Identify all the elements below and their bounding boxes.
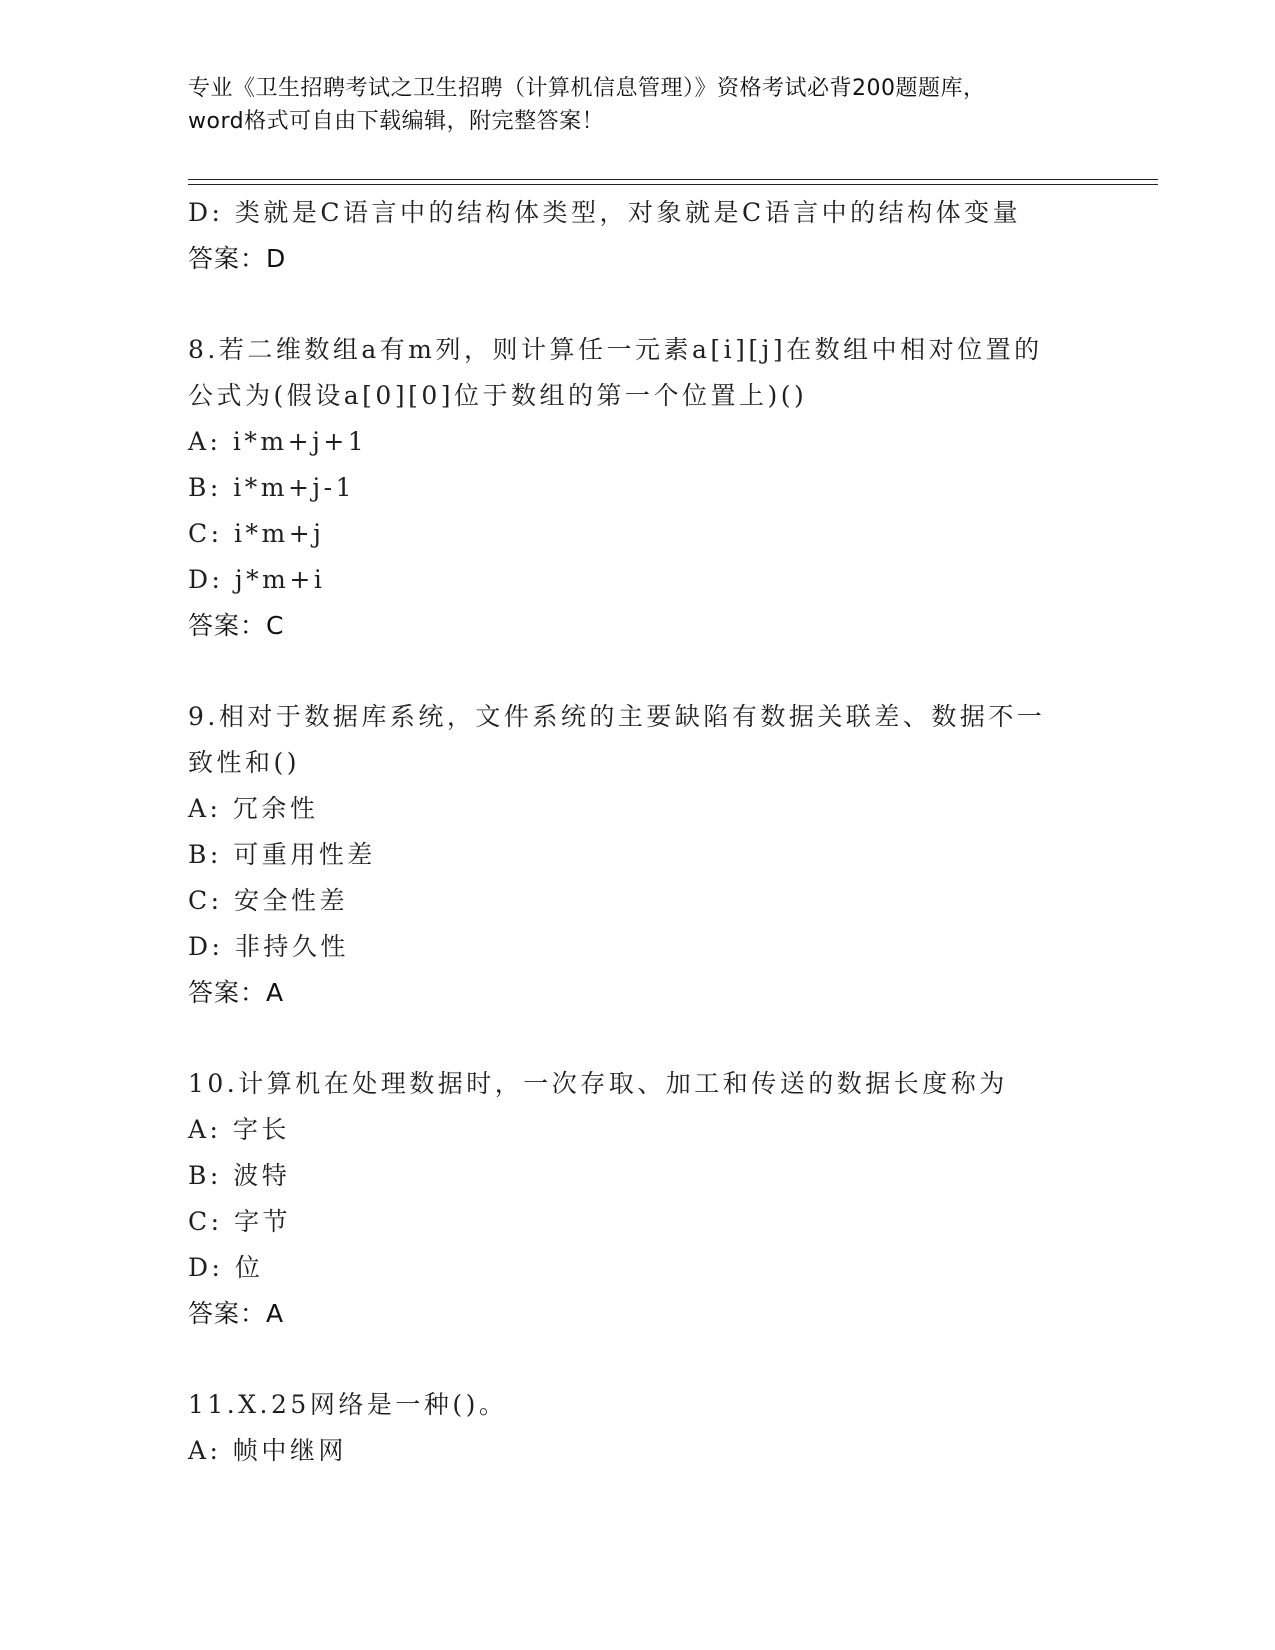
option-c: C: 安全性差 bbox=[188, 886, 348, 915]
option-a: A: 字长 bbox=[188, 1115, 290, 1144]
question-11 bbox=[188, 1382, 1108, 1474]
answer-label: 答案：A bbox=[188, 978, 285, 1007]
option-b: B: 可重用性差 bbox=[188, 840, 376, 869]
option-a: A: 帧中继网 bbox=[188, 1436, 347, 1465]
option-d: D: j*m+i bbox=[188, 565, 326, 594]
spacer bbox=[188, 1337, 1108, 1382]
question-list bbox=[188, 190, 1108, 1474]
header-title-line-1: 专业《卫生招聘考试之卫生招聘（计算机信息管理）》资格考试必背200题题库， bbox=[188, 76, 986, 101]
header-divider-top bbox=[188, 179, 1158, 180]
option-d: D: 非持久性 bbox=[188, 932, 349, 961]
spacer bbox=[188, 649, 1108, 694]
spacer bbox=[188, 282, 1108, 327]
option-d: D: 类就是C语言中的结构体类型，对象就是C语言中的结构体变量 bbox=[188, 198, 1022, 227]
option-b: B: 波特 bbox=[188, 1161, 291, 1190]
document-header bbox=[188, 72, 1088, 138]
header-divider-bottom bbox=[188, 184, 1158, 185]
question-10 bbox=[188, 1061, 1108, 1337]
question-text-line-1: 9.相对于数据库系统，文件系统的主要缺陷有数据关联差、数据不一 bbox=[188, 702, 1046, 731]
option-a: A: 冗余性 bbox=[188, 794, 319, 823]
question-text-line-2: 公式为(假设a[0][0]位于数组的第一个位置上)() bbox=[188, 381, 808, 410]
question-9 bbox=[188, 694, 1108, 1016]
answer-label: 答案：D bbox=[188, 244, 287, 273]
option-c: C: i*m+j bbox=[188, 519, 325, 548]
question-text-line-2: 致性和() bbox=[188, 748, 301, 777]
question-text-line-1: 10.计算机在处理数据时，一次存取、加工和传送的数据长度称为 bbox=[188, 1069, 1008, 1098]
question-7-tail bbox=[188, 190, 1108, 282]
option-d: D: 位 bbox=[188, 1253, 264, 1282]
option-a: A: i*m+j+1 bbox=[188, 427, 368, 456]
question-text-line-1: 8.若二维数组a有m列，则计算任一元素a[i][j]在数组中相对位置的 bbox=[188, 335, 1043, 364]
spacer bbox=[188, 1016, 1108, 1061]
option-c: C: 字节 bbox=[188, 1207, 291, 1236]
header-title-line-2: word格式可自由下载编辑，附完整答案！ bbox=[188, 109, 605, 134]
answer-label: 答案：C bbox=[188, 611, 285, 640]
answer-label: 答案：A bbox=[188, 1299, 285, 1328]
option-b: B: i*m+j-1 bbox=[188, 473, 355, 502]
question-8 bbox=[188, 327, 1108, 649]
question-text-line-1: 11.X.25网络是一种()。 bbox=[188, 1390, 508, 1419]
